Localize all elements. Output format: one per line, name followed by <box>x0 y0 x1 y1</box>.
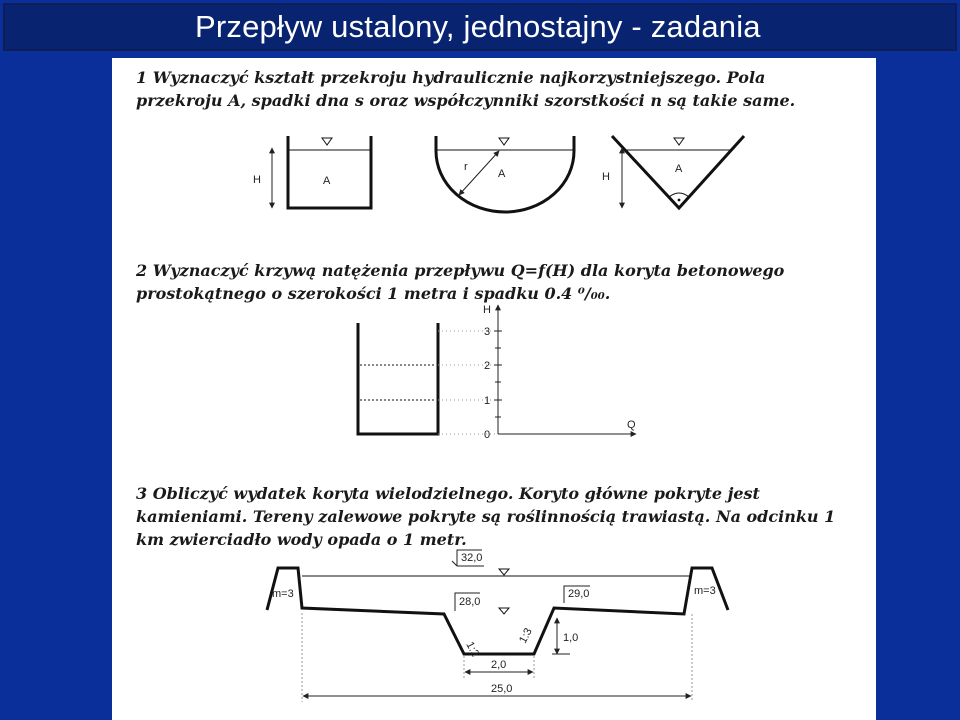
a-label-rect: A <box>323 175 331 187</box>
tick-label-3: 3 <box>484 326 491 338</box>
water-level-icon <box>499 569 509 575</box>
elevation-left-label: 28,0 <box>459 596 481 608</box>
rating-curve-axes <box>483 304 636 441</box>
h-label-rect: H <box>253 174 261 186</box>
slope-left-label: m=3 <box>272 588 294 600</box>
water-level-icon <box>499 608 509 614</box>
bottom-width-label: 2,0 <box>491 659 507 671</box>
compound-channel-figure <box>267 550 728 702</box>
triangular-channel-figure <box>602 136 744 208</box>
document-page <box>112 58 876 720</box>
a-label-tri: A <box>675 163 683 175</box>
slope-right-label: m=3 <box>694 585 716 597</box>
side-slope-right-label: 1:3 <box>517 626 535 646</box>
elevation-right-label: 29,0 <box>568 588 590 600</box>
a-label-semi: A <box>498 168 506 180</box>
water-level-icon <box>322 138 332 145</box>
tick-label-2: 2 <box>484 360 491 372</box>
water-level-icon <box>499 138 509 145</box>
water-level-icon <box>674 138 684 145</box>
r-label: r <box>464 161 468 173</box>
total-width-label: 25,0 <box>491 683 513 695</box>
elevation-top-label: 32,0 <box>461 552 483 564</box>
slide-title: Przepływ ustalony, jednostajny - zadania <box>195 9 761 44</box>
task2-text: 2 Wyznaczyć krzywą natężenia przepływu Q=f(H) dla koryta betonowego prostokątnego o szerokości 1 metra i spadku 0.4 ⁰/₀₀. <box>136 261 785 303</box>
task1-text: 1 Wyznaczyć kształt przekroju hydraulicznie najkorzystniejszego. Pola przekroju A, spadki dna s oraz współczynniki szorstkości n są takie same. <box>136 68 796 110</box>
tick-label-0: 0 <box>484 429 491 441</box>
side-slope-left-label: 1:2 <box>463 639 482 659</box>
task3-text: 3 Obliczyć wydatek koryta wielodzielnego. Koryto główne pokryte jest kamieniami. Tereny zalewowe pokryte są roślinnością trawiastą. Na odcinku 1 km zwierciadło wody opada o 1 metr. <box>136 484 836 549</box>
depth-label: 1,0 <box>563 632 579 644</box>
concrete-channel-figure <box>358 323 498 434</box>
rectangular-channel-figure <box>253 136 371 208</box>
tick-label-1: 1 <box>484 395 491 407</box>
axis-q-label: Q <box>627 419 636 431</box>
h-label-tri: H <box>602 171 610 183</box>
axis-h-label: H <box>483 304 491 316</box>
figures-svg <box>112 58 876 720</box>
title-bar <box>3 3 957 51</box>
semicircular-channel-figure <box>436 136 574 212</box>
